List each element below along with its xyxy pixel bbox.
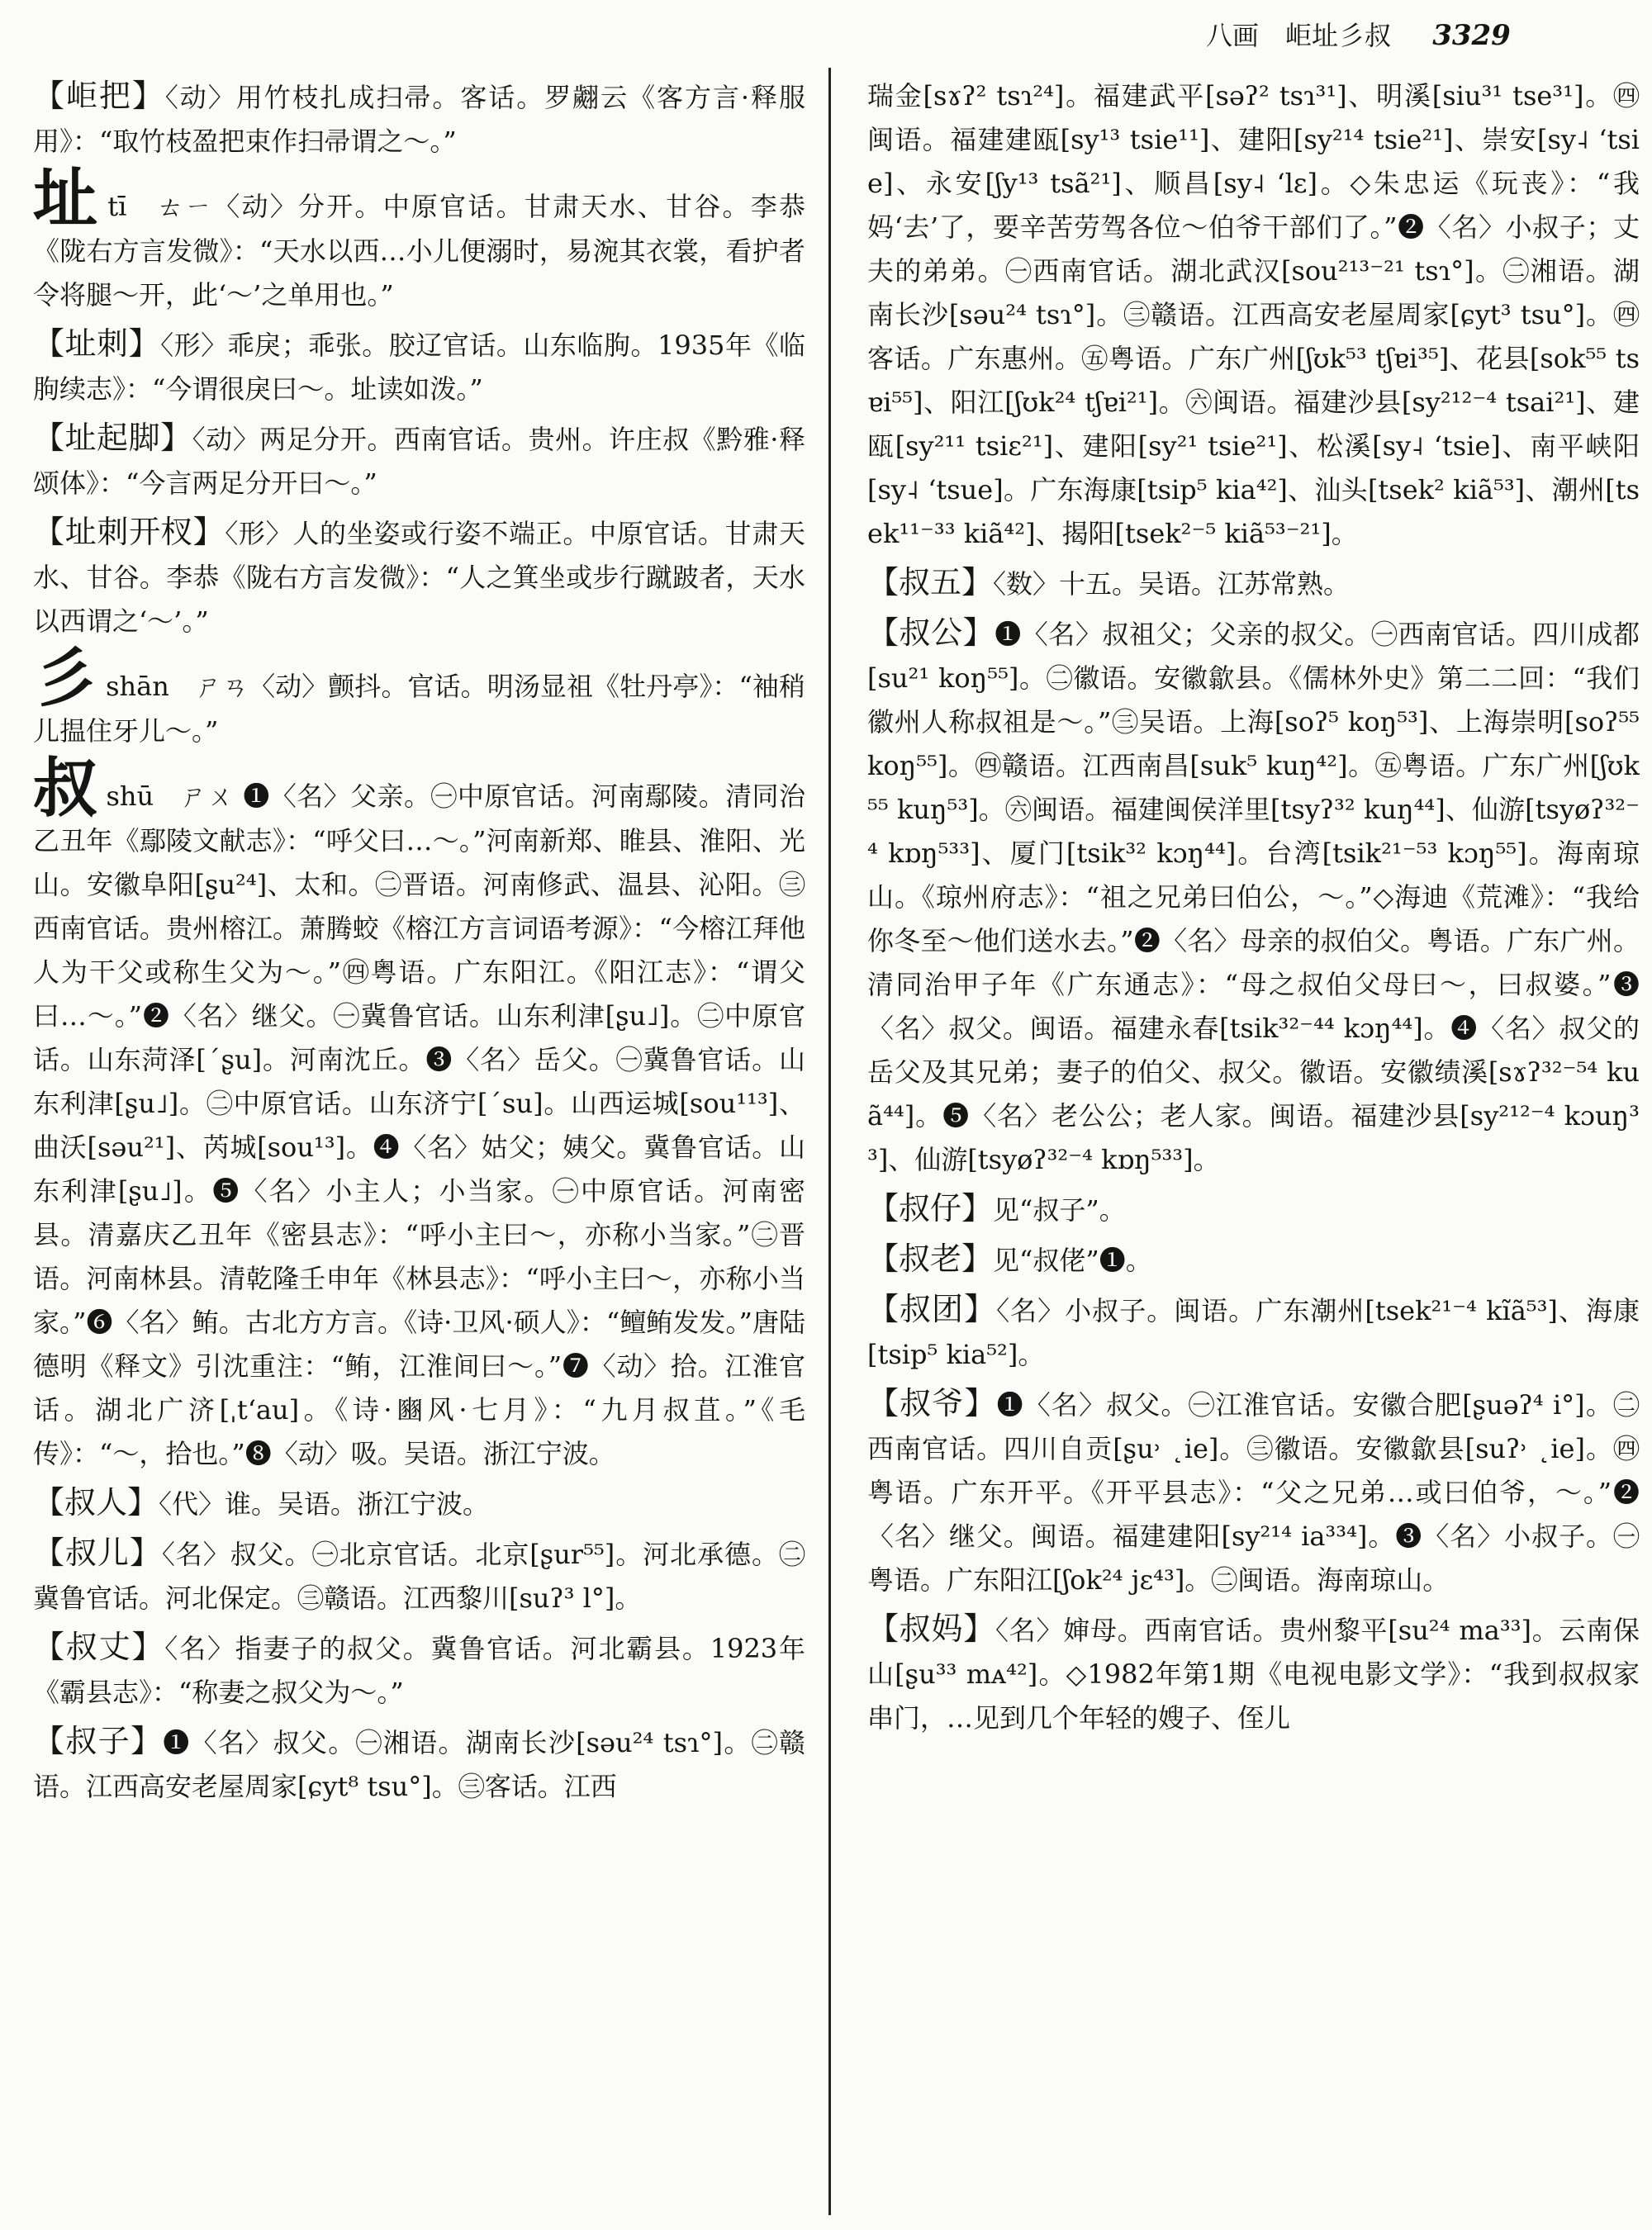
entry-definition: 〈名〉叔父。㊀北京官话。北京[ʂur⁵⁵]。河北承德。㊁冀鲁官话。河北保定。㊂赣语。江西黎川[suʔ³ l°]。 xyxy=(33,1539,805,1614)
dictionary-entry xyxy=(867,1187,1640,1232)
entry-headword: 【址刺】 xyxy=(33,325,161,362)
entry-definition: 〈数〉十五。吴语。江苏常熟。 xyxy=(993,568,1351,600)
entry-headword: 【叔公】 xyxy=(867,614,995,651)
page-number: 3329 xyxy=(1432,19,1511,52)
entry-definition: 〈动〉两足分开。西南官话。贵州。许庄叔《黔雅·释颂体》：“今言两足分开曰～。” xyxy=(33,424,805,499)
section-title: 八画 岠址彡叔 xyxy=(1206,20,1392,51)
entry-definition: 〈动〉用竹枝扎成扫帚。客话。罗翽云《客方言·释服用》：“取竹枝盈把束作扫帚谓之～。” xyxy=(33,82,805,157)
dictionary-entry xyxy=(33,1531,805,1620)
dictionary-entry xyxy=(867,1607,1640,1740)
entry-headword: 【叔儿】 xyxy=(33,1535,162,1571)
headword-character: 址 xyxy=(33,161,100,236)
dictionary-entry xyxy=(867,1288,1640,1377)
entry-headword: 【叔老】 xyxy=(867,1241,994,1277)
dictionary-entry xyxy=(33,1720,805,1809)
dictionary-entry xyxy=(33,510,805,643)
dictionary-entry xyxy=(33,416,805,505)
column-divider xyxy=(828,68,831,2215)
dictionary-entry xyxy=(33,322,805,411)
entry-definition: shān ㄕㄢ〈动〉颤抖。官话。明汤显祖《牡丹亭》：“袖稍儿揾住牙儿～。” xyxy=(33,671,805,747)
entry-definition: 〈形〉乖戾；乖张。胶辽官话。山东临朐。1935年《临朐续志》：“今谓很戾曰～。址读如泼。” xyxy=(33,330,805,405)
dictionary-entry xyxy=(867,74,1640,556)
headword-character: 叔 xyxy=(33,751,98,826)
entry-definition: ❶〈名〉叔祖父；父亲的叔父。㊀西南官话。四川成都[su²¹ koŋ⁵⁵]。㊁徽语。安徽歙县。《儒林外史》第二二回：“我们徽州人称叔祖是～。”㊂吴语。上海[soʔ⁵ koŋ⁵³]、上海崇明[soʔ⁵⁵ koŋ⁵⁵]。㊃赣语。江西南昌[suk⁵ kuŋ⁴²]。㊄粤语。广东广州[ʃʊk⁵⁵ kuŋ⁵³]。㊅闽语。福建闽侯洋里[tsyʔ³² kuŋ⁴⁴]、仙游[tsyøʔ³²⁻⁴ kɒŋ⁵³³]、厦门[tsik³² kɔŋ⁴⁴]。台湾[tsik²¹⁻⁵³ kɔŋ⁵⁵]。海南琼山。《琼州府志》：“祖之兄弟曰伯公，～。”◇海迪《荒滩》：“我给你冬至～他们送水去。”❷〈名〉母亲的叔伯父。粤语。广东广州。清同治甲子年《广东通志》：“母之叔伯父母曰～，曰叔婆。”❸〈名〉叔父。闽语。福建永春[tsik³²⁻⁴⁴ kɔŋ⁴⁴]。❹〈名〉叔父的岳父及其兄弟；妻子的伯父、叔父。徽语。安徽绩溪[sɤʔ³²⁻⁵⁴ kuã⁴⁴]。❺〈名〉老公公；老人家。闽语。福建沙县[sy²¹²⁻⁴ kɔuŋ³³]、仙游[tsyøʔ³²⁻⁴ kɒŋ⁵³³]。 xyxy=(867,619,1640,1175)
left-column xyxy=(33,74,805,2222)
page-header xyxy=(1206,15,1619,64)
dictionary-entry xyxy=(867,1382,1640,1602)
entry-definition: 〈形〉人的坐姿或行姿不端正。中原官话。甘肃天水、甘谷。李恭《陇右方言发微》：“人之箕坐或步行蹴跛者，天水以西谓之‘～’。” xyxy=(33,518,805,637)
dictionary-entry xyxy=(33,641,805,753)
dictionary-entry xyxy=(33,161,805,317)
entry-headword: 【叔仔】 xyxy=(867,1190,994,1226)
entry-definition: 〈代〉谁。吴语。浙江宁波。 xyxy=(159,1488,490,1520)
entry-headword: 【叔人】 xyxy=(33,1484,159,1521)
entry-headword: 【叔五】 xyxy=(867,564,994,600)
entry-definition: tī ㄊㄧ〈动〉分开。中原官话。甘肃天水、甘谷。李恭《陇右方言发微》：“天水以西…小儿便溺时，易涴其衣裳，看护者令将腿～开，此‘～’之单用也。” xyxy=(33,191,805,311)
entry-definition: 〈名〉小叔子。闽语。广东潮州[tsek²¹⁻⁴ kĩã⁵³]、海康[tsip⁵ kia⁵²]。 xyxy=(867,1295,1640,1370)
entry-headword: 【叔子】 xyxy=(33,1723,164,1759)
entry-definition: 瑞金[sɤʔ² tsɿ²⁴]。福建武平[səʔ² tsɿ³¹]、明溪[siu³¹ tse³¹]。㊃闽语。福建建瓯[sy¹³ tsie¹¹]、建阳[sy²¹⁴ tsie²¹]、崇安[sy˨ ʻtsie]、永安[ʃy¹³ tsã²¹]、顺昌[sy˨ ʻlɛ]。◇朱忠运《玩丧》：“我妈‘去’了，要辛苦劳驾各位～伯爷干部们了。”❷〈名〉小叔子；丈夫的弟弟。㊀西南官话。湖北武汉[sou²¹³⁻²¹ tsɿ°]。㊁湘语。湖南长沙[səu²⁴ tsɿ°]。㊂赣语。江西高安老屋周家[ɕyt³ tsu°]。㊃客话。广东惠州。㊄粤语。广东广州[ʃʊk⁵³ tʃɐi³⁵]、花县[sok⁵⁵ tsɐi⁵⁵]、阳江[ʃʊk²⁴ tʃɐi²¹]。㊅闽语。福建沙县[sy²¹²⁻⁴ tsai²¹]、建瓯[sy²¹¹ tsiɛ²¹]、建阳[sy²¹ tsie²¹]、松溪[sy˨ ʻtsie]、南平峡阳[sy˨ ʻtsue]。广东海康[tsip⁵ kia⁴²]、汕头[tsek² kiã⁵³]、潮州[tsek¹¹⁻³³ kiã⁴²]、揭阳[tsek²⁻⁵ kiã⁵³⁻²¹]。 xyxy=(867,80,1640,549)
dictionary-entry xyxy=(33,751,805,1476)
headword-character: 彡 xyxy=(33,641,98,716)
entry-definition: ❶〈名〉叔父。㊀湘语。湖南长沙[səu²⁴ tsɿ°]。㊁赣语。江西高安老屋周家[ɕyt⁸ tsu°]。㊂客话。江西 xyxy=(33,1727,805,1802)
entry-headword: 【岠把】 xyxy=(33,78,165,114)
entry-headword: 【址起脚】 xyxy=(33,420,192,456)
right-column xyxy=(867,74,1640,2222)
entry-headword: 【址刺开杈】 xyxy=(33,514,225,550)
dictionary-entry xyxy=(33,74,805,164)
entry-headword: 【叔爷】 xyxy=(867,1385,997,1421)
entry-definition: shū ㄕㄨ ❶〈名〉父亲。㊀中原官话。河南鄢陵。清同治乙丑年《鄢陵文献志》：“呼父曰…～。”河南新郑、睢县、淮阳、光山。安徽阜阳[ʂu²⁴]、太和。㊁晋语。河南修武、温县、沁阳。㊂西南官话。贵州榕江。萧腾蛟《榕江方言词语考源》：“今榕江拜他人为干父或称生父为～。”㊃粤语。广东阳江。《阳江志》：“谓父曰…～。”❷〈名〉继父。㊀冀鲁官话。山东利津[ʂu˩]。㊁中原官话。山东菏泽[ˊʂu]。河南沈丘。❸〈名〉岳父。㊀冀鲁官话。山东利津[ʂu˩]。㊁中原官话。山东济宁[ˊsu]。山西运城[sou¹¹³]、曲沃[səu²¹]、芮城[sou¹³]。❹〈名〉姑父；姨父。冀鲁官话。山东利津[ʂu˩]。❺〈名〉小主人；小当家。㊀中原官话。河南密县。清嘉庆乙丑年《密县志》：“呼小主曰～，亦称小当家。”㊁晋语。河南林县。清乾隆壬申年《林县志》：“呼小主曰～，亦称小当家。”❻〈名〉鲔。古北方方言。《诗·卫风·硕人》：“鳣鲔发发。”唐陆德明《释文》引沈重注：“鲔，江淮间曰～。”❼〈动〉拾。江淮官话。湖北广济[ˌtʻau]。《诗·豳风·七月》：“九月叔苴。”《毛传》：“～，拾也。”❽〈动〉吸。吴语。浙江宁波。 xyxy=(33,780,805,1469)
dictionary-entry xyxy=(33,1481,805,1526)
dictionary-entry xyxy=(33,1625,805,1715)
entry-definition: 〈名〉指妻子的叔父。冀鲁官话。河北霸县。1923年《霸县志》：“称妻之叔父为～。” xyxy=(33,1633,805,1708)
entry-definition: ❶〈名〉叔父。㊀江淮官话。安徽合肥[ʂuəʔ⁴ i°]。㊁西南官话。四川自贡[ʂu˒ ˛ie]。㊂徽语。安徽歙县[suʔ˒ ˛ie]。㊃粤语。广东开平。《开平县志》：“父之兄弟…或曰伯爷，～。”❷〈名〉继父。闽语。福建建阳[sy²¹⁴ ia³³⁴]。❸〈名〉小叔子。㊀粤语。广东阳江[ʃok²⁴ jɛ⁴³]。㊁闽语。海南琼山。 xyxy=(867,1389,1640,1596)
entry-definition: 〈名〉婶母。西南官话。贵州黎平[su²⁴ ma³³]。云南保山[ʂu³³ mᴀ⁴²]。◇1982年第1期《电视电影文学》：“我到叔叔家串门，…见到几个年轻的嫂子、侄儿 xyxy=(867,1615,1640,1734)
entry-definition: 见“叔子”。 xyxy=(993,1194,1126,1226)
entry-headword: 【叔丈】 xyxy=(33,1629,165,1665)
entry-headword: 【叔妈】 xyxy=(867,1611,996,1647)
dictionary-entry xyxy=(867,1237,1640,1283)
dictionary-entry xyxy=(867,611,1640,1182)
entry-definition: 见“叔佬”❶。 xyxy=(993,1245,1152,1276)
dictionary-entry xyxy=(867,561,1640,606)
entry-headword: 【叔团】 xyxy=(867,1291,997,1327)
